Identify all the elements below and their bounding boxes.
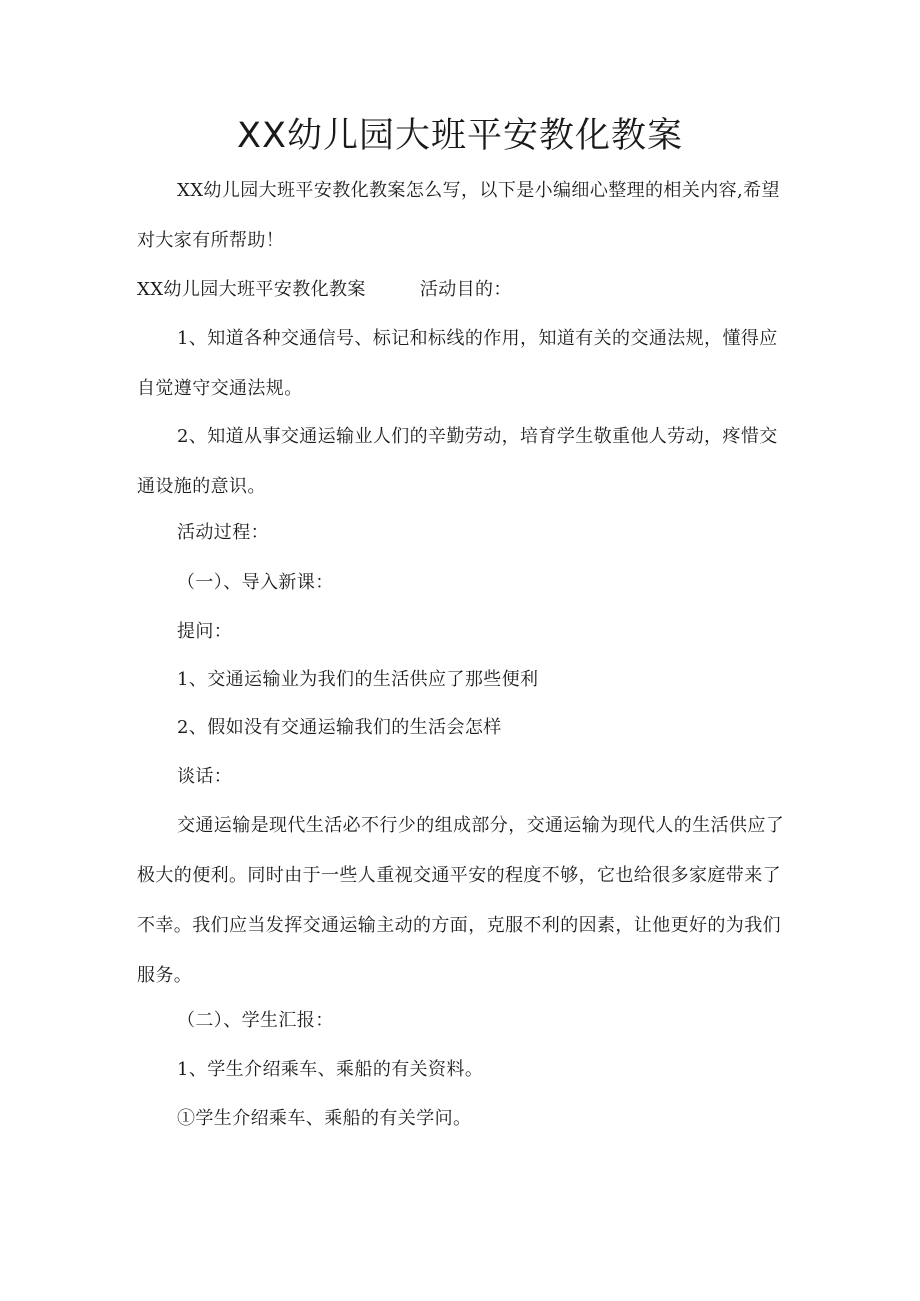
section-2-heading: （二）、学生汇报： [177,1010,334,1031]
question-item-2: 2、假如没有交通运输我们的生活会怎样 [177,717,502,738]
question-label: 提问： [177,621,233,642]
objective-line [137,265,793,315]
process-heading: 活动过程： [177,522,269,543]
intro-paragraph: XX幼儿园大班平安教化教案怎么写，以下是小编细心整理的相关内容,希望对大家有所帮助！ [137,180,780,251]
document-title: XX幼儿园大班平安教化教案 [237,116,683,156]
report-item-1a: ①学生介绍乘车、乘船的有关学问。 [177,1108,472,1129]
objective-heading: 活动目的： [419,279,512,300]
talk-label: 谈话： [177,766,233,787]
report-item-1: 1、学生介绍乘车、乘船的有关资料。 [177,1059,484,1080]
objective-line-title: XX幼儿园大班平安教化教案 [137,279,366,300]
talk-paragraph: 交通运输是现代生活必不行少的组成部分，交通运输为现代人的生活供应了极大的便利。同时由于一些人重视交通平安的程度不够，它也给很多家庭带来了不幸。我们应当发挥交通运输主动的方面，克服不利的因素，让他更好的为我们服务。 [137,815,785,986]
objective-item-1: 1、知道各种交通信号、标记和标线的作用，知道有关的交通法规，懂得应自觉遵守交通法规。 [137,328,778,399]
question-item-1: 1、交通运输业为我们的生活供应了那些便利 [177,669,539,690]
objective-item-2: 2、知道从事交通运输业人们的辛勤劳动，培育学生敬重他人劳动，疼惜交通设施的意识。 [137,426,778,497]
section-1-heading: （一）、导入新课： [177,572,334,593]
